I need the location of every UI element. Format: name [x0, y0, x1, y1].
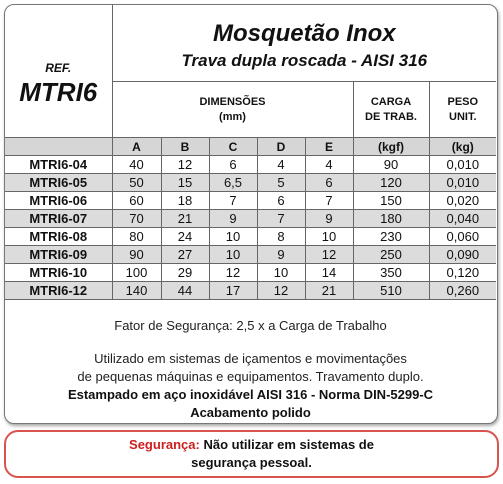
notes-line-2: de pequenas máquinas e equipamentos. Travamento duplo. — [77, 369, 424, 384]
row-cell-c: 10 — [209, 246, 257, 264]
col-header-ref-empty — [5, 138, 112, 156]
table-row — [5, 246, 496, 264]
row-cell-b: 15 — [161, 174, 209, 192]
row-cell-weight: 0,040 — [429, 210, 496, 228]
spec-rows — [5, 156, 496, 300]
row-cell-c: 9 — [209, 210, 257, 228]
dimensions-header — [112, 82, 353, 138]
row-cell-load: 180 — [353, 210, 429, 228]
row-cell-load: 120 — [353, 174, 429, 192]
row-cell-b: 12 — [161, 156, 209, 174]
table-row — [5, 282, 496, 300]
spec-table — [5, 5, 496, 300]
row-cell-e: 14 — [305, 264, 353, 282]
row-cell-weight: 0,060 — [429, 228, 496, 246]
row-cell-weight: 0,010 — [429, 156, 496, 174]
col-header-weight-unit: (kg) — [429, 138, 496, 156]
row-cell-load: 250 — [353, 246, 429, 264]
col-header-a: A — [112, 138, 161, 156]
row-ref: MTRI6-09 — [5, 246, 112, 264]
notes-line-1: Utilizado em sistemas de içamentos e movimentações — [94, 351, 407, 366]
row-cell-b: 44 — [161, 282, 209, 300]
row-cell-e: 6 — [305, 174, 353, 192]
row-cell-d: 5 — [257, 174, 305, 192]
row-ref: MTRI6-12 — [5, 282, 112, 300]
row-cell-c: 6,5 — [209, 174, 257, 192]
row-cell-e: 10 — [305, 228, 353, 246]
row-cell-d: 10 — [257, 264, 305, 282]
row-cell-weight: 0,020 — [429, 192, 496, 210]
row-cell-a: 100 — [112, 264, 161, 282]
row-cell-a: 140 — [112, 282, 161, 300]
row-cell-e: 4 — [305, 156, 353, 174]
row-cell-e: 12 — [305, 246, 353, 264]
row-ref: MTRI6-07 — [5, 210, 112, 228]
row-cell-a: 50 — [112, 174, 161, 192]
row-cell-d: 9 — [257, 246, 305, 264]
row-cell-d: 8 — [257, 228, 305, 246]
row-ref: MTRI6-05 — [5, 174, 112, 192]
col-header-d: D — [257, 138, 305, 156]
table-row — [5, 264, 496, 282]
row-cell-b: 27 — [161, 246, 209, 264]
notes-line-3: Estampado em aço inoxidável AISI 316 - Norma DIN-5299-C — [67, 387, 434, 402]
table-row — [5, 192, 496, 210]
warning-label: Segurança: — [129, 437, 200, 452]
row-cell-c: 6 — [209, 156, 257, 174]
ref-code: MTRI6 — [19, 76, 98, 107]
row-cell-weight: 0,090 — [429, 246, 496, 264]
row-ref: MTRI6-06 — [5, 192, 112, 210]
weight-label-1: PESO — [447, 95, 479, 108]
row-cell-e: 7 — [305, 192, 353, 210]
product-title: Mosquetão Inox — [212, 19, 396, 47]
row-cell-load: 350 — [353, 264, 429, 282]
load-header — [353, 82, 429, 138]
weight-header — [429, 82, 496, 138]
row-cell-a: 90 — [112, 246, 161, 264]
col-header-load-unit: (kgf) — [353, 138, 429, 156]
row-cell-weight: 0,010 — [429, 174, 496, 192]
product-notes — [5, 350, 496, 422]
row-cell-b: 24 — [161, 228, 209, 246]
table-row — [5, 210, 496, 228]
col-header-b: B — [161, 138, 209, 156]
row-ref: MTRI6-08 — [5, 228, 112, 246]
col-header-c: C — [209, 138, 257, 156]
product-spec-card — [4, 4, 498, 424]
load-label-2: DE TRAB. — [365, 110, 417, 123]
row-cell-b: 29 — [161, 264, 209, 282]
row-cell-load: 510 — [353, 282, 429, 300]
product-subtitle: Trava dupla roscada - AISI 316 — [181, 50, 428, 70]
table-row — [5, 156, 496, 174]
row-cell-d: 4 — [257, 156, 305, 174]
row-ref: MTRI6-10 — [5, 264, 112, 282]
row-cell-a: 80 — [112, 228, 161, 246]
warning-line-1 — [6, 436, 497, 454]
row-cell-weight: 0,120 — [429, 264, 496, 282]
table-row — [5, 174, 496, 192]
safety-warning — [4, 430, 499, 478]
row-cell-c: 10 — [209, 228, 257, 246]
row-cell-b: 21 — [161, 210, 209, 228]
dimensions-unit: (mm) — [219, 110, 246, 123]
row-ref: MTRI6-04 — [5, 156, 112, 174]
row-cell-a: 70 — [112, 210, 161, 228]
warning-text-2: segurança pessoal. — [191, 455, 312, 470]
col-header-e: E — [305, 138, 353, 156]
dimensions-label: DIMENSÕES — [199, 95, 266, 108]
row-cell-b: 18 — [161, 192, 209, 210]
load-label-1: CARGA — [370, 95, 412, 108]
row-cell-load: 150 — [353, 192, 429, 210]
row-cell-c: 12 — [209, 264, 257, 282]
row-cell-e: 9 — [305, 210, 353, 228]
row-cell-load: 230 — [353, 228, 429, 246]
weight-label-2: UNIT. — [449, 110, 477, 123]
ref-label: REF. — [45, 60, 72, 75]
table-row — [5, 228, 496, 246]
ref-header-cell — [5, 5, 112, 138]
row-cell-d: 12 — [257, 282, 305, 300]
row-cell-e: 21 — [305, 282, 353, 300]
row-cell-c: 7 — [209, 192, 257, 210]
row-cell-d: 6 — [257, 192, 305, 210]
title-cell — [112, 5, 496, 82]
safety-factor: Fator de Segurança: 2,5 x a Carga de Trabalho — [114, 318, 387, 333]
row-cell-c: 17 — [209, 282, 257, 300]
row-cell-a: 60 — [112, 192, 161, 210]
notes-line-4: Acabamento polido — [190, 405, 311, 420]
row-cell-a: 40 — [112, 156, 161, 174]
row-cell-load: 90 — [353, 156, 429, 174]
row-cell-d: 7 — [257, 210, 305, 228]
row-cell-weight: 0,260 — [429, 282, 496, 300]
warning-text-1: Não utilizar em sistemas de — [199, 437, 374, 452]
